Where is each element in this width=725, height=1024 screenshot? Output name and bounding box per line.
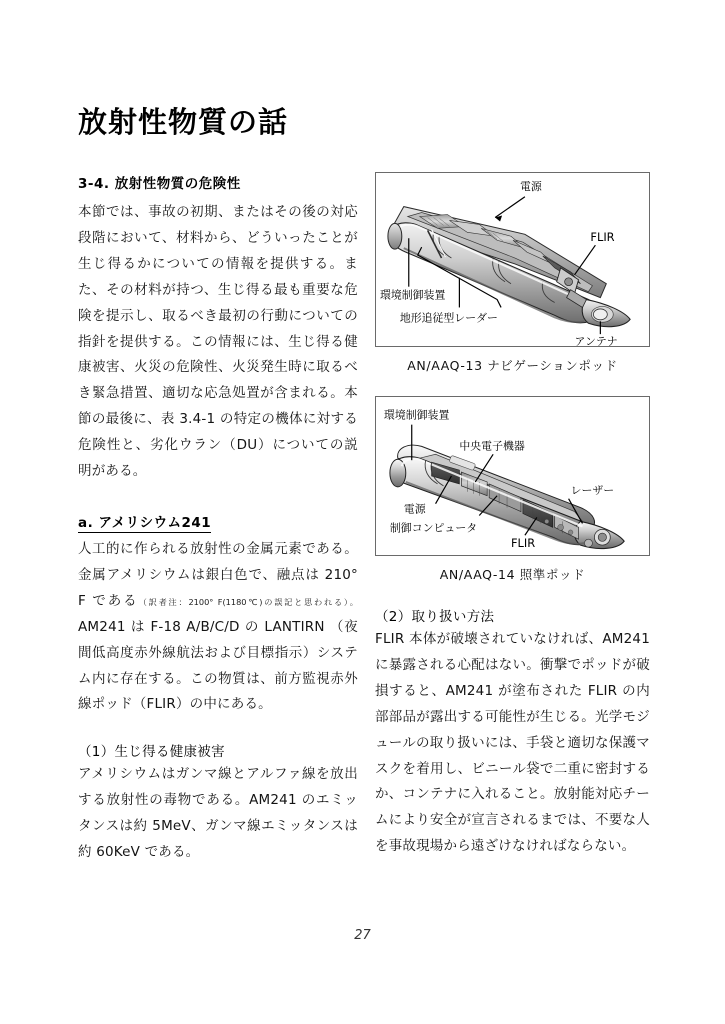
spacer — [375, 583, 650, 605]
section-heading: 3-4. 放射性物質の危険性 — [78, 176, 241, 192]
label-control-computer: 制御コンピュータ — [389, 521, 478, 535]
subsection-2-heading: （2）取り扱い方法 — [375, 609, 495, 625]
laser-window — [598, 533, 606, 541]
subsection-1-heading: （1）生じ得る健康被害 — [78, 744, 225, 761]
antenna-dish — [593, 309, 607, 320]
navigation-pod-illustration — [376, 173, 649, 346]
page-title: 放射性物質の話 — [78, 105, 289, 139]
label-flir: FLIR — [590, 230, 615, 245]
figure-2-caption: AN/AAQ-14 照準ポッド — [439, 567, 586, 582]
paragraph-handling: FLIR 本体が破壊されていなければ、AM241 に暴露される心配はない。衝撃でポッドが破損すると、AM241 が塗布された FLIR の内部部品が露出する可能性が生じる。光学モジュールの取り扱いには、手袋と適切な保護マスクを着用し、ビニール袋で二重に密封するか、コンテナに入れること。放射能対応チームにより安全が宣言されるまでは、不要な人を事故現場から遠ざけなければならない。 — [375, 631, 650, 855]
label-central-electronics: 中央電子機器 — [459, 439, 525, 453]
subsection-a-heading-wrap — [78, 511, 358, 537]
figure-navigation-pod — [375, 172, 650, 347]
translator-note: （訳者注：2100° F(1180℃)の誤記と思われる）。 — [138, 596, 358, 607]
label-laser: レーザー — [570, 483, 615, 497]
spacer — [78, 485, 358, 511]
figure-targeting-pod — [375, 396, 650, 556]
leader-power-supply — [495, 197, 525, 218]
pod-body — [388, 207, 630, 327]
paragraph-americium — [78, 537, 358, 718]
paragraph-health-effects: アメリシウムはガンマ線とアルファ線を放出する放射性の毒物である。AM241 のエミッタンスは約 5MeV、ガンマ線エミッタンスは約 60KeV である。 — [78, 766, 358, 861]
paragraph-americium-part2: AM241 は F-18 A/B/C/D の LANTIRN （夜間低高度赤外線航法および目標指示）システム内に存在する。この物質は、前方監視赤外線ポッド（FLIR）の中にある。 — [78, 618, 358, 713]
label-environmental-control: 環境制御装置 — [379, 288, 446, 302]
paragraph-intro: 本節では、事故の初期、またはその後の対応段階において、材料から、どういったことが生じ得るかについての情報を提供する。また、その材料が持つ、生じ得る最も重要な危険を提示し、取るべき最初の行動についての指針を提供する。この情報には、生じ得る健康被害、火災の危険性、火災発生時に取るべき緊急措置、適切な応急処置が含まれる。本節の最後に、表 3.4-1 の特定の機体に対する危険性と、劣化ウラン（DU）についての説明がある。 — [78, 204, 358, 480]
right-column — [375, 172, 650, 860]
label-environmental-control: 環境制御装置 — [383, 408, 450, 422]
page-number: 27 — [354, 928, 371, 943]
targeting-pod-illustration — [376, 397, 649, 555]
label-flir: FLIR — [511, 536, 536, 551]
subsection-a-heading: a. アメリシウム241 — [78, 511, 211, 533]
label-antenna: アンテナ — [574, 335, 618, 346]
paragraph-americium-part1: 人工的に作られる放射性の金属元素である。金属アメリシウムは銀白色で、融点は 210° F である — [78, 540, 358, 609]
spacer — [375, 374, 650, 396]
figure-1-caption: AN/AAQ-13 ナビゲーションポッド — [407, 358, 618, 373]
left-column — [78, 172, 358, 866]
spacer — [78, 718, 358, 740]
label-power-supply: 電源 — [519, 179, 542, 193]
label-terrain-following-radar: 地形追従型レーダー — [399, 311, 498, 325]
label-power-supply: 電源 — [403, 502, 426, 516]
